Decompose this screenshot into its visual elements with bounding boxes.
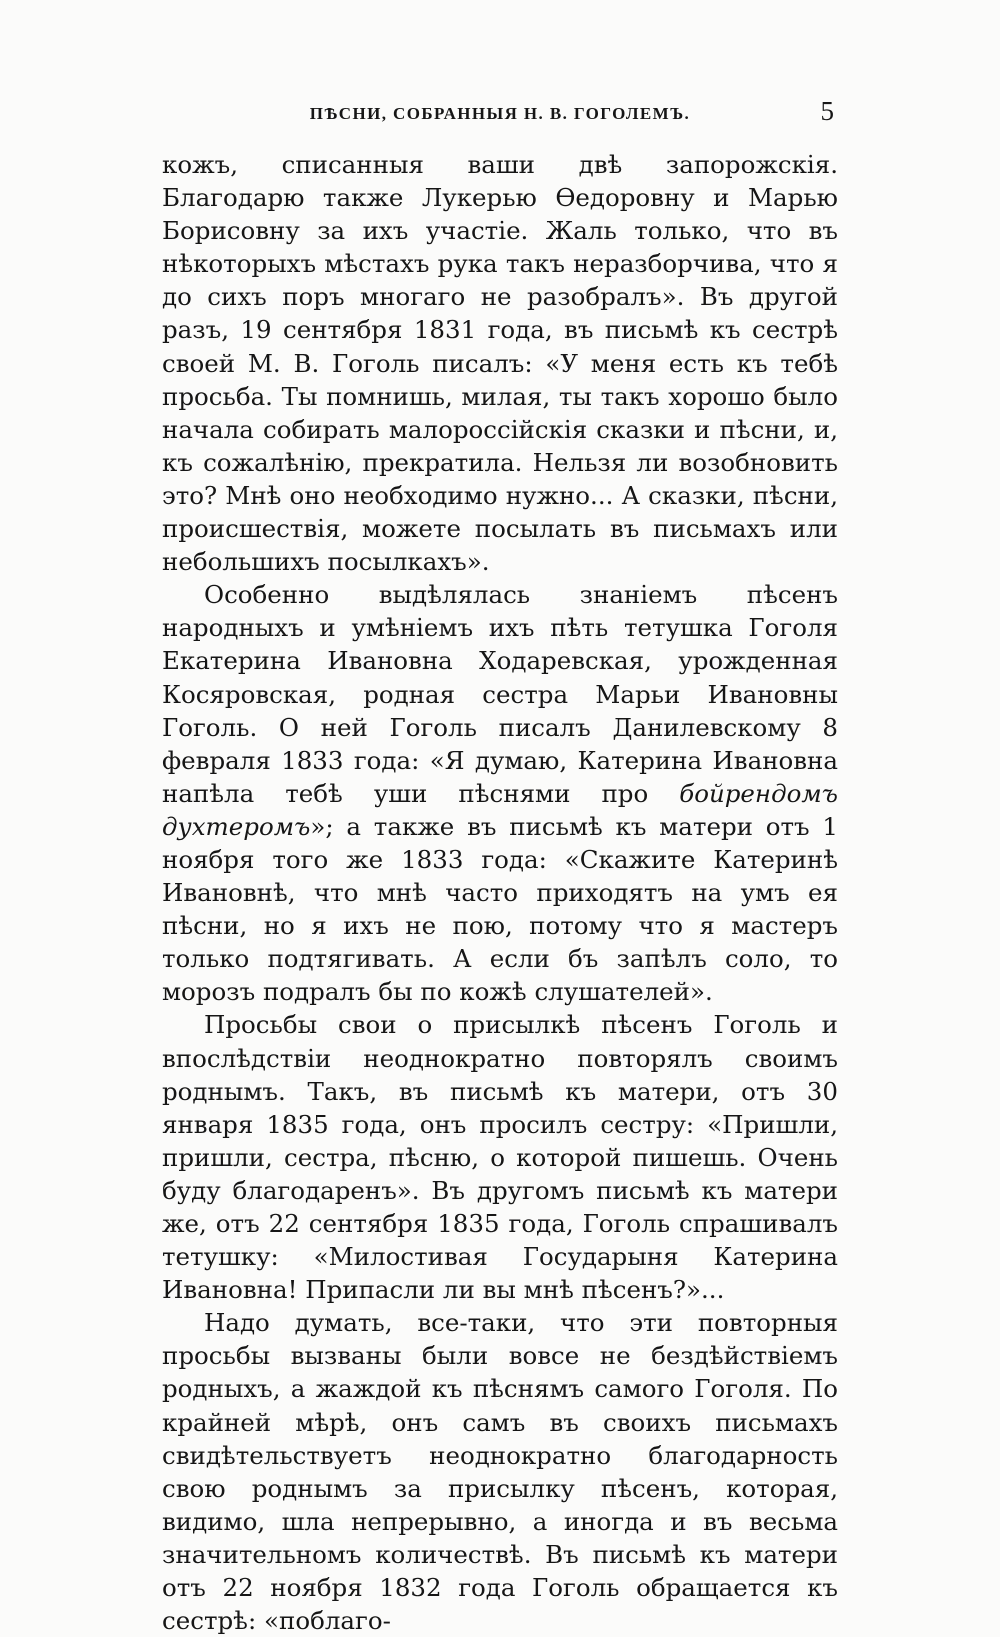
paragraph-conclusion: Надо думать, все-таки, что эти повторныя просьбы вызваны были вовсе не бездѣйствіемъ родныхъ, а жаждой къ пѣснямъ самого Гоголя. По крайней мѣрѣ, онъ самъ въ своихъ письмахъ свидѣтельствуетъ неоднократно благодарность свою роднымъ за присылку пѣсенъ, которая, видимо, шла непрерывно, а иногда и въ весьма значительномъ количествѣ. Въ письмѣ къ матери отъ 22 ноября 1832 года Гоголь обращается къ сестрѣ: «поблаго- xyxy=(162,1308,838,1636)
page-number: 5 xyxy=(820,96,834,126)
body-text xyxy=(162,148,838,1637)
italic-phrase: бойрендомъ духтеромъ xyxy=(162,778,838,841)
paragraph-requests: Просьбы свои о присылкѣ пѣсенъ Гоголь и впослѣдствіи неоднократно повторялъ своимъ роднымъ. Такъ, въ письмѣ къ матери, отъ 30 января 1835 года, онъ просилъ сестру: «Пришли, пришли, сестра, пѣсню, о которой пишешь. Очень буду благодаренъ». Въ другомъ письмѣ къ матери же, отъ 22 сентября 1835 года, Гоголь спрашивалъ тетушку: «Милостивая Государыня Катерина Ивановна! Припасли ли вы мнѣ пѣсенъ?»... xyxy=(162,1010,838,1305)
paragraph-text: Особенно выдѣлялась знаніемъ пѣсенъ народныхъ и умѣніемъ ихъ пѣть тетушка Гоголя Екатерина Ивановна Ходаревская, урожденная Косяровская, родная сестра Марьи Ивановны Гоголь. О ней Гоголь писалъ Данилевскому 8 февраля 1833 года: «Я думаю, Катерина Ивановна напѣла тебѣ уши пѣснями про xyxy=(162,580,838,808)
running-title: ПѢСНИ, СОБРАННЫЯ Н. В. ГОГОЛЕМЪ. xyxy=(309,104,691,123)
paragraph-text: »; а также въ письмѣ къ матери отъ 1 ноября того же 1833 года: «Скажите Катеринѣ Ивановнѣ, что мнѣ часто приходятъ на умъ ея пѣсни, но я ихъ не пою, потому что я мастеръ только подтягивать. А если бъ запѣлъ соло, то морозъ подралъ бы по кожѣ слушателей». xyxy=(162,811,838,1007)
paragraph-khodarevskaya xyxy=(162,578,838,1008)
paragraph-continuation: кожъ, списанныя ваши двѣ запорожскія. Благодарю также Лукерью Ѳедоровну и Марью Борисовну за ихъ участіе. Жаль только, что въ нѣкоторыхъ мѣстахъ рука такъ неразборчива, что я до сихъ поръ многаго не разобралъ». Въ другой разъ, 19 сентября 1831 года, въ письмѣ къ сестрѣ своей М. В. Гоголь писалъ: «У меня есть къ тебѣ просьба. Ты помнишь, милая, ты такъ хорошо было начала собирать малороссійскія сказки и пѣсни, и, къ сожалѣнію, прекратила. Нельзя ли возобновить это? Мнѣ оно необходимо нужно... А сказки, пѣсни, происшествія, можете посылать въ письмахъ или небольшихъ посылкахъ». xyxy=(162,150,838,577)
running-head xyxy=(162,96,838,126)
